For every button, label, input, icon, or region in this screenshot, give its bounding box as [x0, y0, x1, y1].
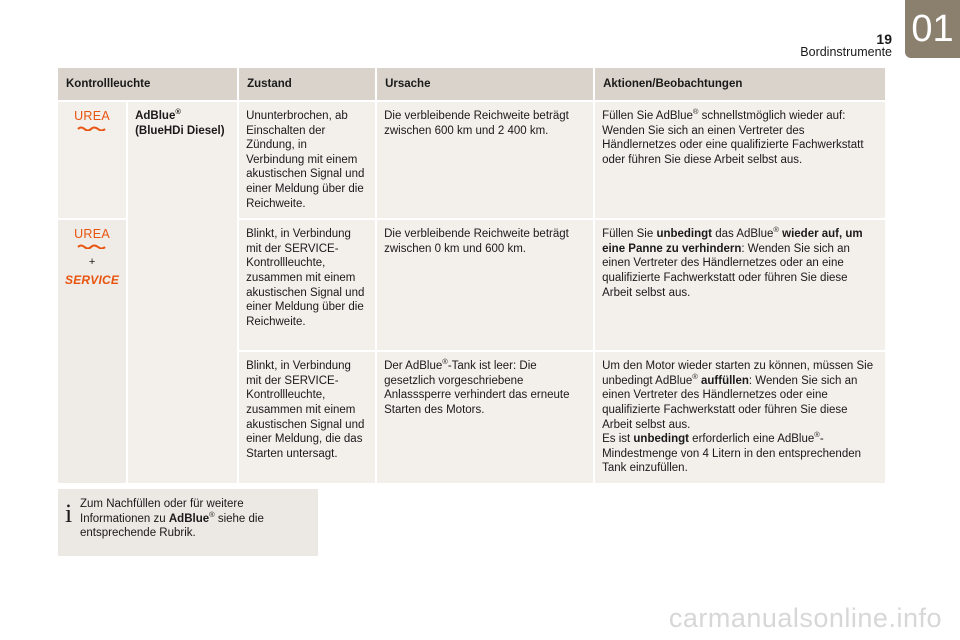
lamp-cell — [58, 100, 128, 218]
registered-mark: ® — [175, 107, 181, 117]
action-text: Es ist — [602, 433, 634, 446]
action-text: das AdBlue — [712, 228, 774, 241]
chapter-tab[interactable]: 01 — [905, 0, 960, 58]
action-cell — [595, 100, 885, 218]
action-text: Füllen Sie AdBlue — [602, 110, 693, 122]
urea-warning-icon: UREA — [74, 109, 111, 123]
column-header-kontrollleuchte: Kontrollleuchte — [58, 68, 239, 100]
section-title: Bordinstrumente — [800, 45, 892, 59]
state-cell: Blinkt, in Verbindung mit der SERVICE-Kontrollleuchte, zusammen mit einem akustischen Signal und einer Meldung über die Reichweite. — [239, 218, 377, 350]
service-warning-icon: SERVICE — [65, 273, 120, 288]
action-emphasis: wieder auf, um eine Panne zu verhindern — [602, 228, 863, 255]
action-cell — [595, 218, 885, 350]
table-row — [58, 100, 885, 218]
info-text: Zum Nachfüllen oder für weitere Informationen zu — [80, 498, 244, 525]
cause-cell: Die verbleibende Reichweite beträgt zwischen 0 km und 600 km. — [377, 218, 595, 350]
cause-cell: Die verbleibende Reichweite beträgt zwischen 600 km und 2 400 km. — [377, 100, 595, 218]
column-header-ursache: Ursache — [377, 68, 595, 100]
cause-text: Der AdBlue — [384, 360, 443, 373]
lamp-cell — [58, 218, 128, 483]
action-emphasis: unbedingt — [656, 228, 713, 241]
cause-text: -Tank ist leer: Die gesetzlich vorgeschriebene Anlasssperre verhindert das erneute Starten des Motors. — [384, 360, 570, 416]
lamp-name: AdBlue — [135, 110, 176, 122]
action-emphasis: unbedingt — [633, 433, 689, 446]
state-cell: Ununterbrochen, ab Einschalten der Zündung, in Verbindung mit einem akustischen Signal und einer Meldung über die Reichweite. — [239, 100, 377, 218]
registered-mark: ® — [773, 225, 779, 235]
registered-mark: ® — [209, 509, 215, 519]
info-emphasis: AdBlue — [168, 512, 210, 525]
info-icon: i — [65, 499, 73, 528]
action-text: Füllen Sie — [602, 228, 657, 241]
watermark: carmanualsonline.info — [668, 603, 942, 633]
fluid-wave-icon — [77, 243, 107, 249]
action-text: : Wenden Sie sich an einen Vertreter des Händlernetzes oder an eine qualifizierte Fachwerkstatt oder führen Sie diese Arbeit selbst aus. — [602, 242, 850, 299]
action-text: -Mindestmenge von 4 Litern in den entsprechenden Tank einzufüllen. — [602, 433, 862, 475]
info-box — [58, 489, 318, 556]
action-emphasis: auffüllen — [697, 374, 749, 387]
action-text: erforderlich eine AdBlue — [688, 433, 815, 446]
plus-sign: + — [88, 255, 96, 268]
urea-warning-icon: UREA — [74, 227, 111, 242]
action-text: Um den Motor wieder starten zu können, müssen Sie unbedingt AdBlue — [602, 360, 874, 387]
fluid-wave-icon — [77, 125, 107, 131]
registered-mark: ® — [692, 107, 699, 117]
action-text: schnellstmöglich wieder auf: Wenden Sie sich an einen Vertreter des Händlernetzes oder eine qualifizierte Fachwerkstatt oder führen Sie diese Arbeit selbst aus. — [602, 110, 864, 166]
info-text: siehe die entsprechende Rubrik. — [80, 512, 264, 540]
action-cell — [595, 350, 885, 483]
lamp-name-cell — [128, 100, 239, 483]
registered-mark: ® — [814, 430, 820, 440]
action-text: : Wenden Sie sich an einen Vertreter des Händlernetzes oder eine qualifizierte Fachwerkstatt oder führen Sie diese Arbeit selbst aus. — [602, 374, 858, 431]
page-number: 19 — [876, 31, 892, 47]
table-header-row — [58, 68, 885, 100]
lamp-subname: (BlueHDi Diesel) — [135, 124, 225, 137]
warning-lights-table — [58, 68, 885, 483]
registered-mark: ® — [442, 357, 448, 367]
column-header-zustand: Zustand — [239, 68, 377, 100]
column-header-aktionen: Aktionen/Beobachtungen — [595, 68, 885, 100]
cause-cell — [377, 350, 595, 483]
registered-mark: ® — [692, 371, 698, 381]
state-cell: Blinkt, in Verbindung mit der SERVICE-Kontrollleuchte, zusammen mit einem akustischen Signal und einer Meldung, die das Starten untersagt. — [239, 350, 377, 483]
